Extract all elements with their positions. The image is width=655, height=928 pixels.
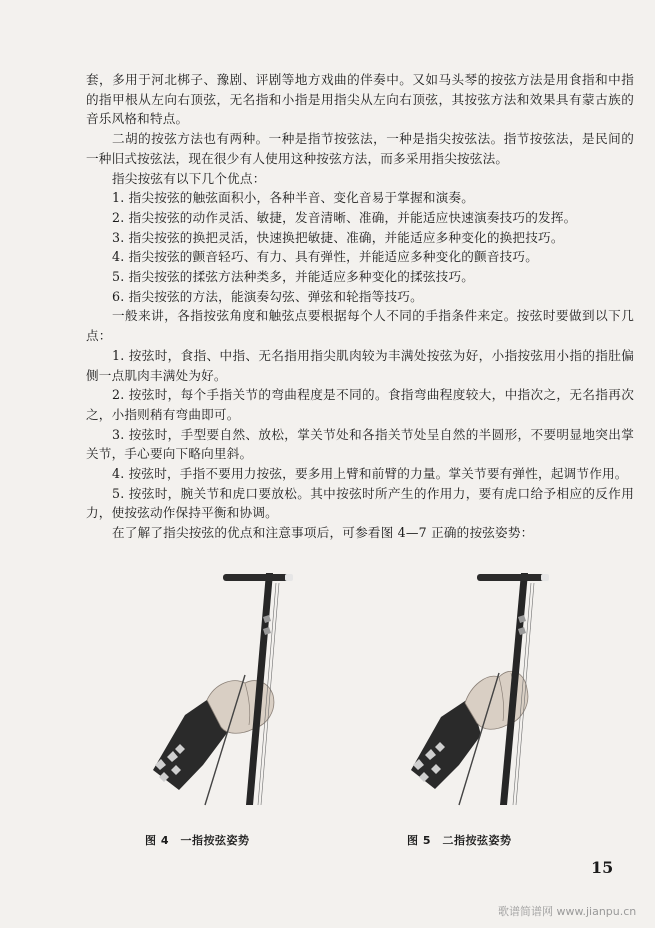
figures: [145, 565, 585, 855]
list-item: 1. 按弦时，食指、中指、无名指用指尖肌肉较为丰满处按弦为好，小指按弦用小指的指肚偏侧一点肌肉丰满处为好。: [86, 347, 634, 383]
erhu-two-finger-photo: [407, 565, 567, 825]
page-number: 15: [591, 858, 614, 877]
list-item: 1. 指尖按弦的触弦面积小，各种半音、变化音易于掌握和演奏。: [112, 190, 475, 206]
list-item: 2. 指尖按弦的动作灵活、敏捷，发音清晰、准确，并能适应快速演奏技巧的发挥。: [112, 209, 577, 225]
paragraph: 一般来讲，各指按弦角度和触弦点要根据每个人不同的手指条件来定。按弦时要做到以下几点：: [86, 308, 634, 344]
list-item: 4. 按弦时，手指不要用力按弦，要多用上臂和前臂的力量。掌关节要有弹性，起调节作用。: [112, 466, 628, 482]
figure-caption: 图 5 二指按弦姿势: [407, 834, 512, 847]
figure-4: [145, 565, 305, 855]
paragraph: 在了解了指尖按弦的优点和注意事项后，可参看图 4—7 正确的按弦姿势：: [112, 525, 534, 541]
list-item: 2. 按弦时，每个手指关节的弯曲程度是不同的。食指弯曲程度较大，中指次之，无名指再次之，小指则稍有弯曲即可。: [86, 387, 634, 422]
figure-5: [407, 565, 567, 855]
list-item: 5. 按弦时，腕关节和虎口要放松。其中按弦时所产生的作用力，要有虎口给予相应的反作用力，使按弦动作保持平衡和协调。: [86, 485, 634, 521]
points-list: [86, 346, 634, 523]
advantages-list: [86, 188, 634, 306]
paragraph: 指尖按弦有以下几个优点：: [112, 170, 266, 186]
watermark: 歌谱简谱网 www.jianpu.cn: [498, 905, 637, 918]
paragraph: 套，多用于河北梆子、豫剧、评剧等地方戏曲的伴奏中。又如马头琴的按弦方法是用食指和中指的指甲根从左向右顶弦，无名指和小指是用指尖从左向右顶弦，其按弦方法和效果具有蒙古族的音乐风格和特点。: [86, 72, 634, 127]
erhu-one-finger-photo: [145, 565, 305, 825]
list-item: 3. 按弦时，手型要自然、放松，掌关节处和各指关节处呈自然的半圆形，不要明显地突出掌关节，手心要向下略向里斜。: [86, 426, 634, 462]
list-item: 6. 指尖按弦的方法，能演奏勾弦、弹弦和轮指等技巧。: [112, 288, 423, 304]
list-item: 4. 指尖按弦的颤音轻巧、有力、具有弹性，并能适应多种变化的颤音技巧。: [112, 249, 539, 265]
list-item: 5. 指尖按弦的揉弦方法种类多，并能适应多种变化的揉弦技巧。: [112, 269, 475, 285]
list-item: 3. 指尖按弦的换把灵活，快速换把敏捷、准确，并能适应多种变化的换把技巧。: [112, 229, 564, 245]
body-text: [86, 70, 634, 543]
paragraph: 二胡的按弦方法也有两种。一种是指节按弦法，一种是指尖按弦法。指节按弦法，是民间的一种旧式按弦法，现在很少有人使用这种按弦方法，而多采用指尖按弦法。: [86, 131, 634, 166]
figure-caption: 图 4 一指按弦姿势: [145, 834, 250, 847]
